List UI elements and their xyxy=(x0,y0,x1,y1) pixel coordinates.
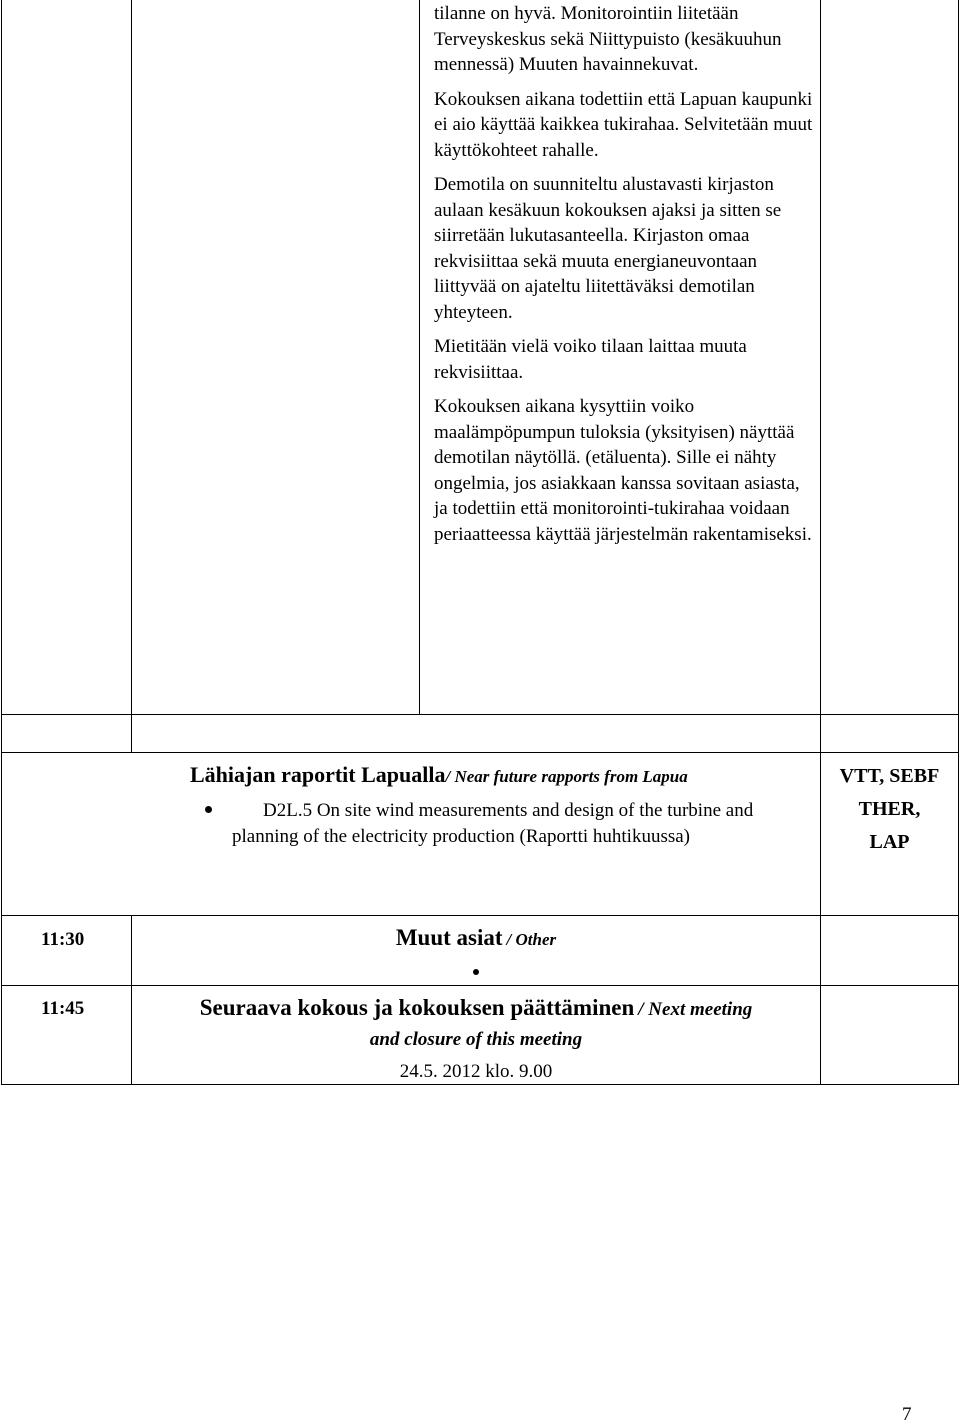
row-divider-2 xyxy=(1,752,959,753)
note-paragraph-1: tilanne on hyvä. Monitorointiin liitetään Terveyskeskus sekä Niittypuisto (kesäkuuhun mennessä) Muuten havainnekuvat. xyxy=(434,3,782,75)
row-divider-1 xyxy=(1,714,959,715)
note-paragraph-2: Kokouksen aikana todettiin että Lapuan kaupunki ei aio käyttää kaikkea tukirahaa. Selvitetään muut käyttökohteet rahalle. xyxy=(434,88,813,161)
page-number: 7 xyxy=(902,1404,912,1425)
meeting-notes xyxy=(434,1,814,556)
table-border-mid3-lower xyxy=(820,915,821,1085)
agenda-title-1-en: / Other xyxy=(506,930,557,949)
reports-heading-fi: Lähiajan raportit Lapualla xyxy=(190,762,446,787)
table-border-right-lower xyxy=(958,915,959,1085)
table-border-left-upper xyxy=(1,0,2,715)
note-paragraph-5: Kokouksen aikana kysyttiin voiko maalämpöpumpun tuloksia (yksityisen) näyttää demotilan näytöllä. (etäluenta). Sille ei nähty ongelmia, jos asiakkaan kanssa sovitaan asiasta, ja todettiin että monitorointi-tukirahaa voidaan periaatteessa käyttää järjestelmän rakentamiseksi. xyxy=(434,396,812,545)
row-divider-3 xyxy=(1,915,959,916)
note-paragraph-4: Mietitään vielä voiko tilaan laittaa muuta rekvisiittaa. xyxy=(434,336,747,383)
agenda-title-1-fi: Muut asiat xyxy=(395,925,503,950)
agenda-title-1 xyxy=(132,925,820,951)
reports-heading xyxy=(190,762,815,790)
agenda-title-2-fi: Seuraava kokous ja kokouksen päättäminen xyxy=(199,995,635,1020)
table-border-mid2-upper xyxy=(419,0,420,715)
note-paragraph-3: Demotila on suunniteltu alustavasti kirjaston aulaan kesäkuun kokouksen ajaksi ja sitten se siirretään lukutasanteella. Kirjaston omaa rekvisiittaa sekä muuta energianeuvontaan liittyvää on ajateltu liitettäväksi demotilan yhteyteen. xyxy=(434,174,782,323)
agenda-title-2 xyxy=(132,993,820,1086)
agenda-time-1: 11:30 xyxy=(41,929,85,950)
report-item: D2L.5 On site wind measurements and design of the turbine and planning of the electricity production (Raportti huhtikuussa) xyxy=(232,800,754,847)
table-border-mid1-mid xyxy=(131,714,132,753)
table-border-left-lower xyxy=(1,915,2,1085)
table-border-right-upper xyxy=(958,0,959,715)
responsible-parties xyxy=(822,760,957,859)
responsible-line-3: LAP xyxy=(869,831,910,853)
table-border-mid3-mid xyxy=(820,714,821,916)
responsible-line-1: VTT, SEBF xyxy=(839,765,940,787)
table-border-left-mid xyxy=(1,714,2,916)
table-border-mid3-upper xyxy=(820,0,821,715)
agenda-bullet xyxy=(473,969,479,975)
reports-heading-en: / Near future rapports from Lapua xyxy=(445,767,688,786)
next-meeting-date: 24.5. 2012 klo. 9.00 xyxy=(399,1061,553,1082)
agenda-title-2-en-cont: and closure of this meeting xyxy=(369,1029,583,1050)
agenda-title-2-en: / Next meeting xyxy=(638,999,753,1020)
agenda-time-2: 11:45 xyxy=(41,998,85,1019)
table-border-mid1-upper xyxy=(131,0,132,715)
table-border-right-mid xyxy=(958,714,959,916)
row-divider-4 xyxy=(1,985,959,986)
responsible-line-2: THER, xyxy=(858,798,921,820)
